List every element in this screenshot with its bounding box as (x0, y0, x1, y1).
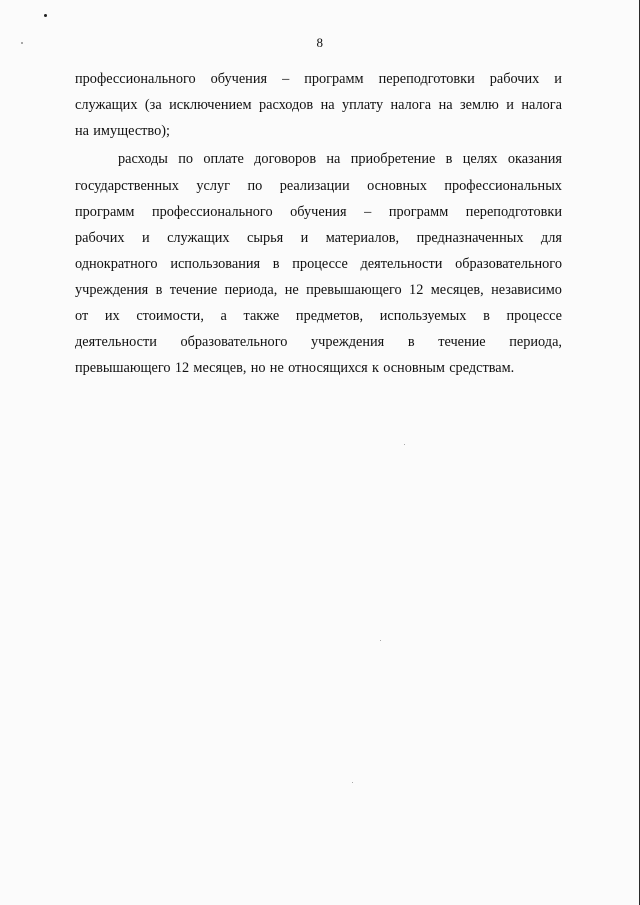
word: сырья (247, 230, 284, 246)
word: стоимости, (136, 308, 204, 324)
word: договоров (254, 151, 317, 167)
word: налога (390, 97, 432, 113)
word: уплату (341, 97, 384, 113)
word: рабочих (75, 230, 125, 246)
word: образовательного (180, 334, 288, 350)
word: течение (169, 282, 218, 298)
word: переподготовки (378, 71, 475, 87)
word: не (284, 282, 299, 298)
word: превышающего (75, 360, 171, 376)
word: по (178, 151, 193, 167)
word: землю (460, 97, 499, 113)
text-line (75, 95, 562, 115)
page-number: 8 (316, 35, 324, 50)
word: не (269, 360, 284, 376)
word: их (104, 308, 120, 324)
word: – (364, 204, 372, 220)
word: основных (367, 178, 427, 194)
word: для (540, 230, 562, 246)
word: также (243, 308, 280, 324)
word: в (155, 282, 163, 298)
word: месяцев, (430, 282, 484, 298)
word: учреждения (310, 334, 385, 350)
text-line (75, 332, 562, 352)
word: образовательного (455, 256, 562, 272)
word: профессиональных (444, 178, 562, 194)
word: служащих (167, 230, 230, 246)
word: в (407, 334, 415, 350)
word: деятельности (75, 334, 157, 350)
word: процессе (292, 256, 348, 272)
word: превышающего (306, 282, 402, 298)
scan-speck (404, 444, 405, 445)
word: на (438, 97, 453, 113)
word: используемых (379, 308, 467, 324)
word: а (220, 308, 227, 324)
word: месяцев, (193, 360, 247, 376)
word: расходов (258, 97, 314, 113)
word: предназначенных (416, 230, 524, 246)
text-line (75, 358, 562, 378)
word: – (282, 71, 290, 87)
word: в (483, 308, 490, 324)
word: течение (438, 334, 486, 350)
word: программ (304, 71, 364, 87)
word: относящихся (288, 360, 368, 376)
word: целях (462, 151, 498, 167)
text-line (75, 306, 562, 326)
word: в (272, 256, 280, 272)
word: (за (144, 97, 162, 113)
word: реализации (279, 178, 350, 194)
word: периода, (224, 282, 278, 298)
word: к (371, 360, 379, 376)
word: процессе (506, 308, 562, 324)
word: профессионального (75, 71, 196, 87)
word: приобретение (350, 151, 436, 167)
word: оказания (507, 151, 562, 167)
word: 12 (409, 282, 424, 298)
text-line (75, 69, 562, 89)
word: программ (75, 204, 135, 220)
word: в (445, 151, 453, 167)
scan-speck (352, 782, 353, 783)
word: исключением (169, 97, 252, 113)
text-line (75, 121, 562, 141)
word: и (554, 71, 562, 87)
word: 12 (174, 360, 190, 376)
text-line (118, 149, 562, 169)
word: налога (521, 97, 562, 113)
word: однократного (75, 256, 158, 272)
word: обучения (290, 204, 347, 220)
text-line (75, 254, 562, 274)
word: обучения (210, 71, 268, 87)
word: от (75, 308, 89, 324)
word: на (320, 97, 335, 113)
word: государственных (75, 178, 179, 194)
word: независимо (491, 282, 562, 298)
word: на (326, 151, 341, 167)
text-line (75, 280, 562, 300)
word: переподготовки (465, 204, 562, 220)
scan-mark (44, 14, 47, 17)
word: программ (388, 204, 449, 220)
text-line (75, 228, 562, 248)
word: профессионального (151, 204, 273, 220)
word: основным (383, 360, 445, 376)
word: и (300, 230, 309, 246)
word: имущество); (93, 123, 170, 139)
word: и (506, 97, 514, 113)
word: но (250, 360, 266, 376)
scan-speck (380, 640, 381, 641)
word: и (141, 230, 150, 246)
word: учреждения (75, 282, 149, 298)
word: рабочих (489, 71, 540, 87)
word: предметов, (295, 308, 364, 324)
word: услуг (196, 178, 230, 194)
text-line (75, 202, 562, 222)
word: расходы (118, 151, 168, 167)
word: периода, (509, 334, 562, 350)
word: средствам. (449, 360, 515, 376)
word: использования (170, 256, 261, 272)
word: служащих (75, 97, 138, 113)
word: материалов, (325, 230, 400, 246)
word: на (75, 123, 89, 139)
word: оплате (203, 151, 244, 167)
word: деятельности (360, 256, 443, 272)
text-line (75, 176, 562, 196)
word: по (247, 178, 263, 194)
